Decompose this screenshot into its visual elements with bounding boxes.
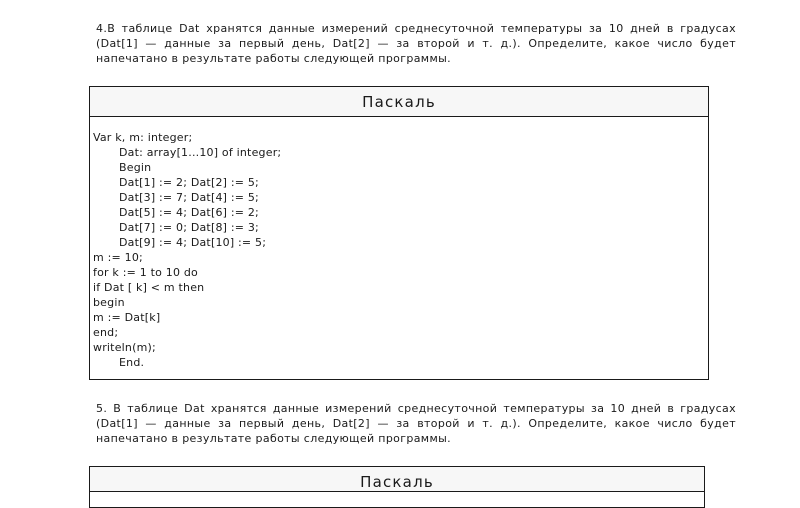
code-line: end; <box>93 326 119 339</box>
pascal-code <box>90 117 708 370</box>
code-line: Dat[5] := 4; Dat[6] := 2; <box>119 206 259 219</box>
task-5-code-box <box>89 466 705 508</box>
code-line: End. <box>119 356 145 369</box>
task-4-code-box <box>89 86 709 380</box>
code-line: m := Dat[k] <box>93 311 161 324</box>
task-4-line-3: напечатано в результате работы следующей программы. <box>96 52 451 65</box>
task-4-line-1: 4.В таблице Dat хранятся данные измерений среднесуточной температуры за 10 дней в градусах <box>96 22 736 35</box>
code-line: Dat[3] := 7; Dat[4] := 5; <box>119 191 259 204</box>
task-5-line-2: (Dat[1] — данные за первый день, Dat[2] — за второй и т. д.). Определите, какое число будет <box>96 417 736 430</box>
code-line: Dat[1] := 2; Dat[2] := 5; <box>119 176 259 189</box>
task-4-line-2: (Dat[1] — данные за первый день, Dat[2] — за второй и т. д.). Определите, какое число будет <box>96 37 736 50</box>
task-5-line-3: напечатано в результате работы следующей программы. <box>96 432 451 445</box>
task-5-text <box>96 401 736 446</box>
code-line: Var k, m: integer; <box>93 131 193 144</box>
code-line: begin <box>93 296 125 309</box>
code-line: Dat[7] := 0; Dat[8] := 3; <box>119 221 259 234</box>
code-line: writeln(m); <box>93 341 156 354</box>
code-line: Begin <box>119 161 152 174</box>
code-line: m := 10; <box>93 251 143 264</box>
task-5-line-1: 5. В таблице Dat хранятся данные измерений среднесуточной температуры за 10 дней в градусах <box>96 402 736 415</box>
code-line: for k := 1 to 10 do <box>93 266 198 279</box>
code-line: Dat[9] := 4; Dat[10] := 5; <box>119 236 267 249</box>
code-box-title: Паскаль <box>90 87 708 117</box>
code-box-title: Паскаль <box>90 467 704 492</box>
code-line: if Dat [ k] < m then <box>93 281 205 294</box>
task-4-text <box>96 21 736 66</box>
code-line: Dat: array[1...10] of integer; <box>119 146 282 159</box>
